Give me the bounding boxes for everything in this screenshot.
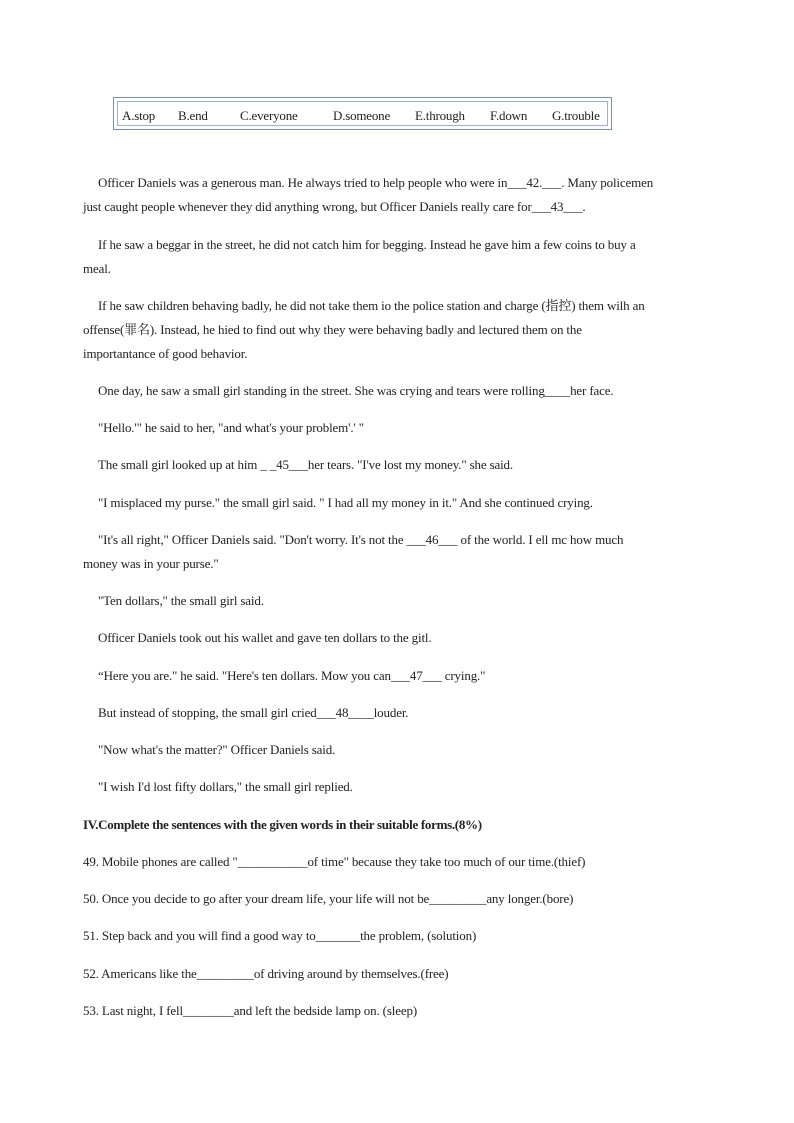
word-option: E.through [415, 108, 465, 123]
question-item: 53. Last night, I fell________and left the bedside lamp on. (sleep) [83, 1003, 418, 1018]
word-option: A.stop [122, 108, 156, 123]
word-option: D.someone [333, 108, 391, 123]
passage-line: money was in your purse." [83, 556, 219, 571]
question-item: 49. Mobile phones are called "___________of time" because they take too much of our time.(thief) [83, 854, 586, 869]
section-heading: IV.Complete the sentences with the given words in their suitable forms.(8%) [83, 817, 482, 832]
passage-line: "I misplaced my purse." the small girl said. " I had all my money in it." And she continued crying. [98, 495, 593, 510]
passage-line: "I wish I'd lost fifty dollars," the small girl replied. [98, 779, 353, 794]
question-item: 51. Step back and you will find a good way to_______the problem, (solution) [83, 928, 477, 943]
passage-line: Officer Daniels was a generous man. He always tried to help people who were in___42.___. Many policemen [98, 175, 654, 190]
word-option: G.trouble [552, 108, 600, 123]
passage-line: importantance of good behavior. [83, 346, 248, 361]
passage-line: If he saw a beggar in the street, he did not catch him for begging. Instead he gave him a few coins to buy a [98, 237, 636, 252]
passage-line: If he saw children behaving badly, he did not take them io the police station and charge (指控) them wilh an [98, 298, 645, 313]
passage-line: But instead of stopping, the small girl cried___48____louder. [98, 705, 409, 720]
question-item: 52. Americans like the_________of driving around by themselves.(free) [83, 966, 449, 981]
passage-line: “Here you are." he said. "Here's ten dollars. Mow you can___47___ crying." [98, 668, 486, 683]
passage-line: One day, he saw a small girl standing in the street. She was crying and tears were rolling____her face. [98, 383, 614, 398]
passage-line: "Ten dollars," the small girl said. [98, 593, 264, 608]
question-item: 50. Once you decide to go after your dream life, your life will not be_________any longer.(bore) [83, 891, 574, 906]
word-option: B.end [178, 108, 208, 123]
word-option: C.everyone [240, 108, 298, 123]
word-option: F.down [490, 108, 528, 123]
passage-line: meal. [83, 261, 111, 276]
passage-line: "It's all right," Officer Daniels said. "Don't worry. It's not the ___46___ of the world. I ell mc how much [98, 532, 624, 547]
passage-line: "Hello.'" he said to her, "and what's your problem'.' " [98, 420, 364, 435]
passage-line: Officer Daniels took out his wallet and gave ten dollars to the gitl. [98, 630, 432, 645]
passage-line: "Now what's the matter?" Officer Daniels said. [98, 742, 336, 757]
word-bank-box [113, 97, 612, 130]
passage-line: offense(罪名). Instead, he hied to find out why they were behaving badly and lectured them on the [83, 322, 582, 337]
passage-line: The small girl looked up at him _ _45___her tears. "I've lost my money." she said. [98, 457, 514, 472]
passage-line: just caught people whenever they did anything wrong, but Officer Daniels really care for___43___. [83, 199, 586, 214]
